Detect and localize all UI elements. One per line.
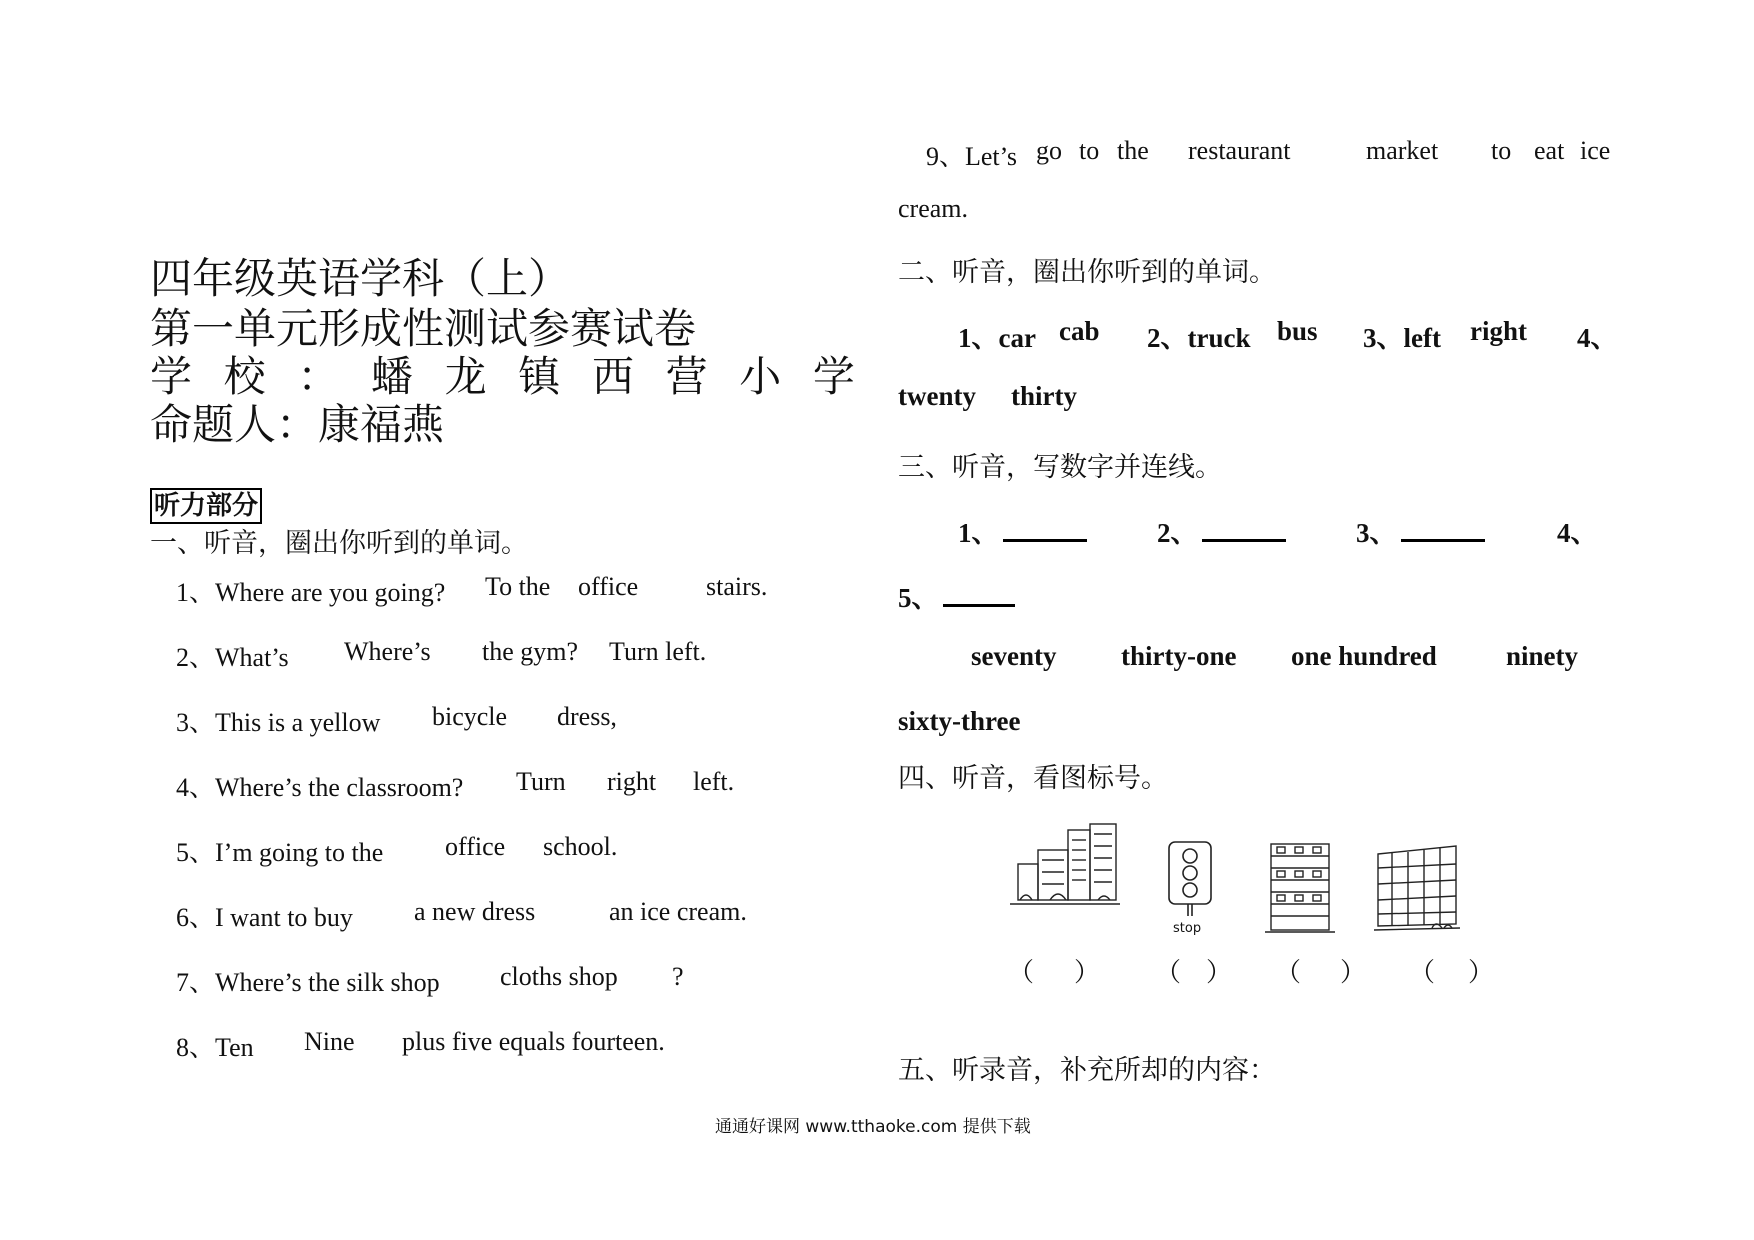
part5-heading: 五、听录音，补充所却的内容：	[898, 1055, 1276, 1085]
school-char: 西	[591, 355, 634, 401]
part3-heading: 三、听音，写数字并连线。	[898, 452, 1222, 482]
school-char: 蟠	[370, 355, 413, 401]
school-char: 学	[812, 355, 855, 401]
part1-heading: 一、听音，圈出你听到的单词。	[150, 528, 528, 558]
title-line-1: 四年级英语学科（上）	[150, 257, 571, 303]
blank-label: 1、	[958, 511, 1087, 550]
answer-blank	[1003, 517, 1087, 542]
part4-heading: 四、听音，看图标号。	[898, 763, 1168, 793]
school-char: 镇	[518, 355, 561, 401]
building-store-icon	[1372, 840, 1462, 932]
school-char: 营	[665, 355, 708, 401]
blank-label: 3、	[1356, 511, 1485, 550]
school-char: 校	[223, 355, 266, 401]
bracket-close: ）	[1074, 958, 1101, 987]
bracket-open: （	[1008, 958, 1035, 987]
part2-heading: 二、听音，圈出你听到的单词。	[898, 257, 1276, 287]
blank-label: 5、	[898, 576, 1015, 615]
title-line-2: 第一单元形成性测试参赛试卷	[150, 307, 697, 353]
building-hospital-icon	[1010, 820, 1120, 908]
footer-source: 通通好课网 www.tthaoke.com 提供下载	[715, 1117, 1031, 1137]
listening-section-label: 听力部分	[150, 488, 262, 524]
school-char: 小	[739, 355, 782, 401]
blank-label: 4、	[1557, 518, 1598, 548]
part1-item-9-continued: cream.	[898, 194, 969, 223]
bracket-close: ）	[1206, 958, 1233, 987]
school-char: 学	[150, 355, 193, 401]
building-apartment-icon	[1265, 840, 1335, 936]
answer-blank	[943, 582, 1015, 607]
author-line: 命题人：康福燕	[150, 403, 445, 449]
school-line	[150, 354, 855, 402]
stop-label: stop	[1173, 921, 1202, 936]
bracket-close: ）	[1340, 958, 1367, 987]
answer-blank	[1401, 517, 1485, 542]
bracket-open: （	[1275, 958, 1302, 987]
bracket-open: （	[1155, 958, 1182, 987]
school-char: ：	[297, 355, 340, 401]
blank-label: 2、	[1157, 511, 1286, 550]
bracket-open: （	[1409, 958, 1436, 987]
traffic-light-icon	[1163, 840, 1218, 930]
answer-blank	[1202, 517, 1286, 542]
school-char: 龙	[444, 355, 487, 401]
bracket-close: ）	[1468, 958, 1495, 987]
